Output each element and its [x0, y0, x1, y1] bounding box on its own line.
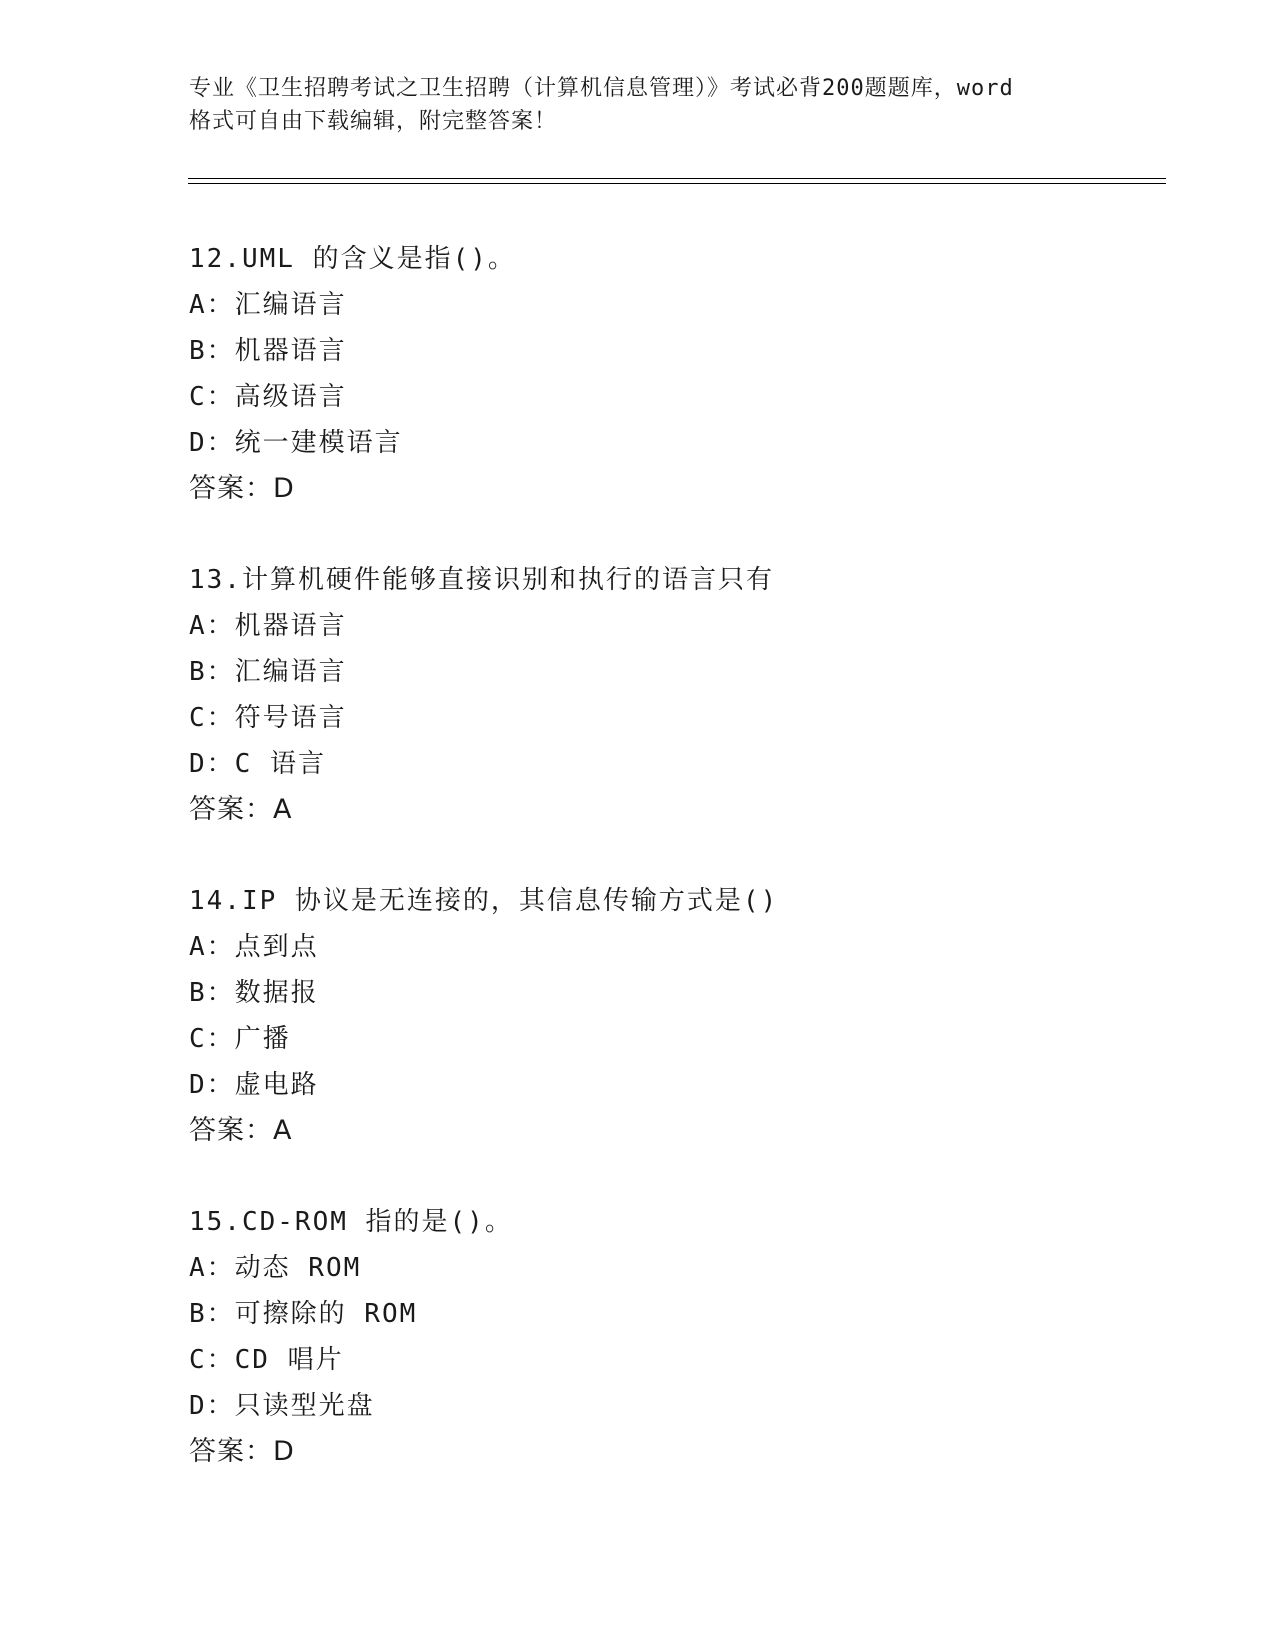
question-stem: 13.计算机硬件能够直接识别和执行的语言只有 [189, 565, 774, 595]
option-d: D：虚电路 [189, 1070, 319, 1100]
option-c: C：广播 [189, 1024, 291, 1054]
answer: 答案：D [189, 1436, 295, 1467]
question-stem: 15.CD-ROM 指的是()。 [189, 1207, 513, 1237]
option-d: D：统一建模语言 [189, 428, 403, 458]
option-b: B：机器语言 [189, 336, 347, 366]
question-12 [189, 236, 1169, 512]
question-stem: 12.UML 的含义是指()。 [189, 244, 516, 274]
header-divider-bottom [188, 183, 1166, 184]
answer: 答案：A [189, 1115, 293, 1146]
question-stem: 14.IP 协议是无连接的，其信息传输方式是() [189, 886, 779, 916]
option-d: D：C 语言 [189, 749, 326, 779]
option-a: A：机器语言 [189, 611, 347, 641]
option-b: B：汇编语言 [189, 657, 347, 687]
option-c: C：符号语言 [189, 703, 347, 733]
option-d: D：只读型光盘 [189, 1391, 375, 1421]
option-a: A：动态 ROM [189, 1253, 362, 1283]
option-c: C：CD 唱片 [189, 1345, 344, 1375]
option-a: A：点到点 [189, 932, 319, 962]
question-15 [189, 1199, 1169, 1475]
header-divider-top [188, 178, 1166, 179]
question-13 [189, 557, 1169, 833]
option-b: B：可擦除的 ROM [189, 1299, 418, 1329]
option-c: C：高级语言 [189, 382, 347, 412]
option-a: A：汇编语言 [189, 290, 347, 320]
header-line-1: 专业《卫生招聘考试之卫生招聘（计算机信息管理）》考试必背200题题库，word [189, 76, 1014, 101]
answer: 答案：D [189, 473, 295, 504]
header-line-2: 格式可自由下载编辑，附完整答案！ [189, 109, 558, 134]
question-14 [189, 878, 1169, 1154]
document-header [189, 72, 1089, 138]
option-b: B：数据报 [189, 978, 319, 1008]
answer: 答案：A [189, 794, 293, 825]
